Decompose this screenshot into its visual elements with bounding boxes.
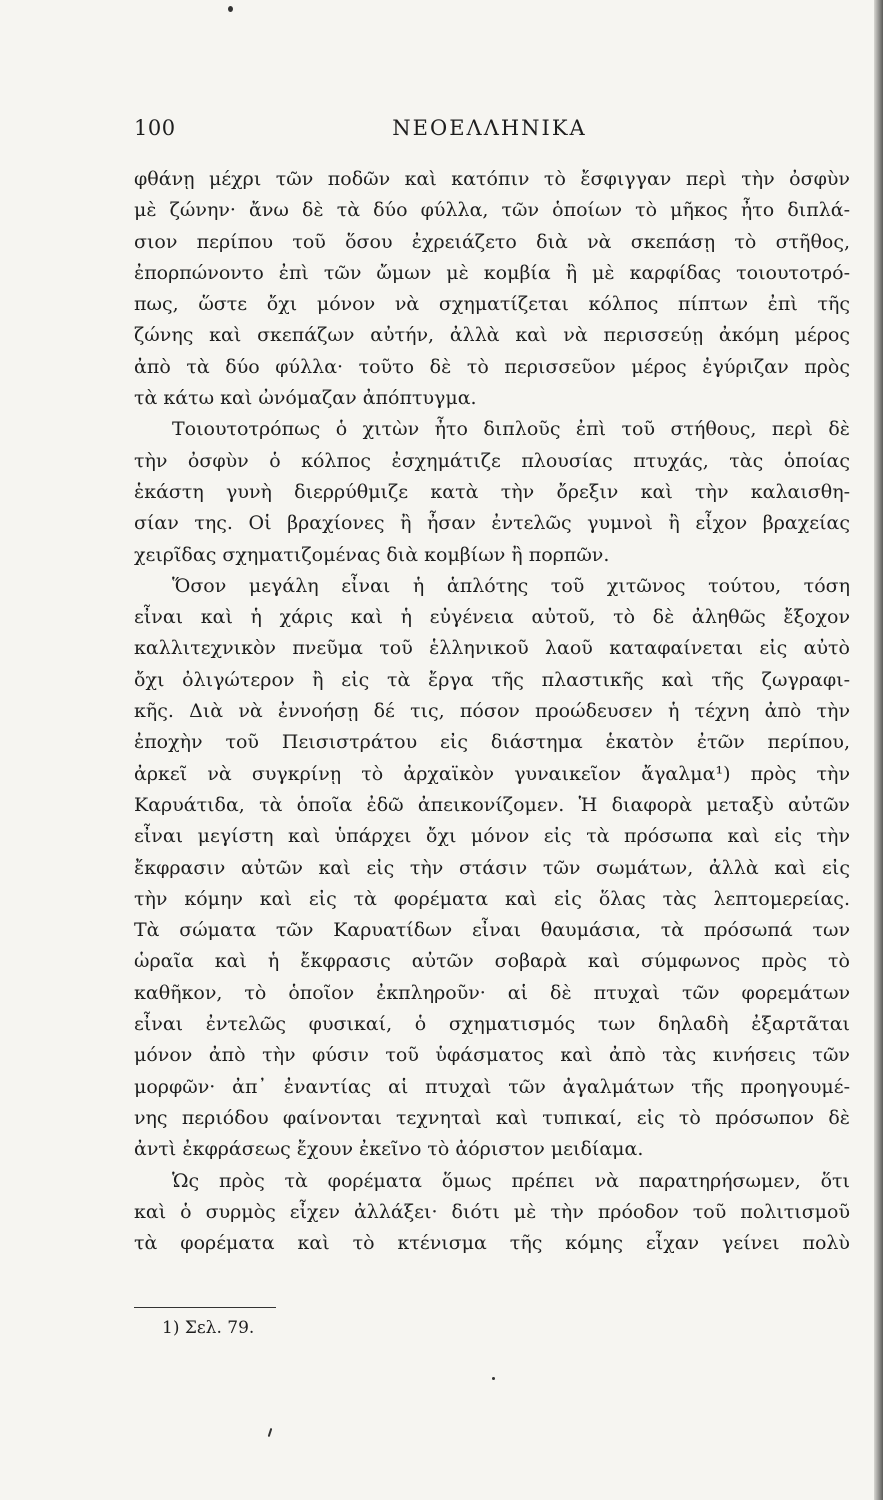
text-line: σίαν της. Οἱ βραχίονες ἢ ἦσαν ἐντελῶς γυμνοὶ ἢ εἶχον βραχείας <box>134 512 850 535</box>
text-line: νης περιόδου φαίνονται τεχνηταὶ καὶ τυπικαί, εἰς τὸ πρόσωπον δὲ <box>134 1106 850 1129</box>
text-line: μόνον ἀπὸ τὴν φύσιν τοῦ ὑφάσματος καὶ ἀπὸ τὰς κινήσεις τῶν <box>134 1044 850 1067</box>
ink-speck <box>228 6 233 12</box>
text-line: Ὡς πρὸς τὰ φορέματα ὅμως πρέπει νὰ παρατηρήσωμεν, ὅτι <box>172 1169 850 1192</box>
text-line: σιον περίπου τοῦ ὅσου ἐχρειάζετο διὰ νὰ σκεπάσῃ τὸ στῆθος, <box>134 230 850 253</box>
text-line: Τὰ σώματα τῶν Καρυατίδων εἶναι θαυμάσια, τὰ πρόσωπά των <box>134 919 850 942</box>
text-line: ὡραῖα καὶ ἡ ἔκφρασις αὐτῶν σοβαρὰ καὶ σύμφωνος πρὸς τὸ <box>134 950 850 973</box>
text-line: κῆς. Διὰ νὰ ἐννοήσῃ δέ τις, πόσον προώδευσεν ἡ τέχνη ἀπὸ τὴν <box>134 700 850 723</box>
text-line: Ὅσον μεγάλη εἶναι ἡ ἁπλότης τοῦ χιτῶνος τούτου, τόση <box>172 574 850 597</box>
text-line: καλλιτεχνικὸν πνεῦμα τοῦ ἑλληνικοῦ λαοῦ καταφαίνεται εἰς αὐτὸ <box>134 637 850 660</box>
text-line: τὰ φορέματα καὶ τὸ κτένισμα τῆς κόμης εἶχαν γείνει πολὺ <box>134 1232 850 1255</box>
text-line: εἶναι ἐντελῶς φυσικαί, ὁ σχηματισμός των δηλαδὴ ἐξαρτᾶται <box>134 1013 850 1036</box>
ink-speck <box>268 1428 273 1437</box>
text-line: ἑκάστη γυνὴ διερρύθμιζε κατὰ τὴν ὄρεξιν καὶ τὴν καλαισθη- <box>134 480 850 503</box>
text-line: τὴν ὀσφὺν ὁ κόλπος ἐσχημάτιζε πλουσίας πτυχάς, τὰς ὁποίας <box>134 449 850 472</box>
page-number: 100 <box>134 116 176 140</box>
text-line: Τοιουτοτρόπως ὁ χιτὼν ἦτο διπλοῦς ἐπὶ τοῦ στήθους, περὶ δὲ <box>172 418 850 441</box>
ink-speck <box>492 1377 495 1380</box>
text-line: πως, ὥστε ὄχι μόνον νὰ σχηματίζεται κόλπος πίπτων ἐπὶ τῆς <box>134 293 850 316</box>
text-line: ἐπορπώνοντο ἐπὶ τῶν ὤμων μὲ κομβία ἢ μὲ καρφίδας τοιουτοτρό- <box>134 261 850 284</box>
text-line: τὴν κόμην καὶ εἰς τὰ φορέματα καὶ εἰς ὅλας τὰς λεπτομερείας. <box>134 887 850 910</box>
text-line: χειρῖδας σχηματιζομένας διὰ κομβίων ἢ πορπῶν. <box>134 543 610 566</box>
text-line: καθῆκον, τὸ ὁποῖον ἐκπληροῦν· αἱ δὲ πτυχαὶ τῶν φορεμάτων <box>134 981 850 1004</box>
text-line: τὰ κάτω καὶ ὠνόμαζαν ἀπόπτυγμα. <box>134 387 477 410</box>
text-line: φθάνῃ μέχρι τῶν ποδῶν καὶ κατόπιν τὸ ἔσφιγγαν περὶ τὴν ὀσφὺν <box>134 168 850 190</box>
text-line: ὄχι ὀλιγώτερον ἢ εἰς τὰ ἔργα τῆς πλαστικῆς καὶ τῆς ζωγραφι- <box>134 668 850 691</box>
text-line: ζώνης καὶ σκεπάζων αὐτήν, ἀλλὰ καὶ νὰ περισσεύῃ ἀκόμη μέρος <box>134 324 850 347</box>
journal-title: ΝΕΟΕΛΛΗΝΙΚΑ <box>392 116 587 140</box>
text-line: ἀρκεῖ νὰ συγκρίνῃ τὸ ἀρχαϊκὸν γυναικεῖον ἄγαλμα¹) πρὸς τὴν <box>134 762 850 785</box>
footnote: 1) Σελ. 79. <box>162 1318 255 1338</box>
text-line: καὶ ὁ συρμὸς εἶχεν ἀλλάξει· διότι μὲ τὴν πρόοδον τοῦ πολιτισμοῦ <box>134 1200 850 1223</box>
running-head <box>134 116 845 146</box>
body-text <box>134 164 850 1259</box>
footnote-rule <box>134 1307 276 1308</box>
text-line: εἶναι μεγίστη καὶ ὑπάρχει ὄχι μόνον εἰς τὰ πρόσωπα καὶ εἰς τὴν <box>134 825 850 848</box>
text-line: ἐποχὴν τοῦ Πεισιστράτου εἰς διάστημα ἑκατὸν ἐτῶν περίπου, <box>134 731 850 754</box>
text-line: εἶναι καὶ ἡ χάρις καὶ ἡ εὐγένεια αὐτοῦ, τὸ δὲ ἀληθῶς ἔξοχον <box>134 606 850 629</box>
text-line: ἔκφρασιν αὐτῶν καὶ εἰς τὴν στάσιν τῶν σωμάτων, ἀλλὰ καὶ εἰς <box>134 856 850 879</box>
text-line: Καρυάτιδα, τὰ ὁποῖα ἐδῶ ἀπεικονίζομεν. Ἡ διαφορὰ μεταξὺ αὐτῶν <box>134 793 850 816</box>
text-line: μορφῶν· ἀπ᾿ ἐναντίας αἱ πτυχαὶ τῶν ἀγαλμάτων τῆς προηγουμέ- <box>134 1075 850 1098</box>
text-line: μὲ ζώνην· ἄνω δὲ τὰ δύο φύλλα, τῶν ὁποίων τὸ μῆκος ἦτο διπλά- <box>134 199 850 222</box>
text-line: ἀπὸ τὰ δύο φύλλα· τοῦτο δὲ τὸ περισσεῦον μέρος ἐγύριζαν πρὸς <box>134 355 850 378</box>
text-line: ἀντὶ ἐκφράσεως ἔχουν ἐκεῖνο τὸ ἀόριστον μειδίαμα. <box>134 1138 644 1161</box>
